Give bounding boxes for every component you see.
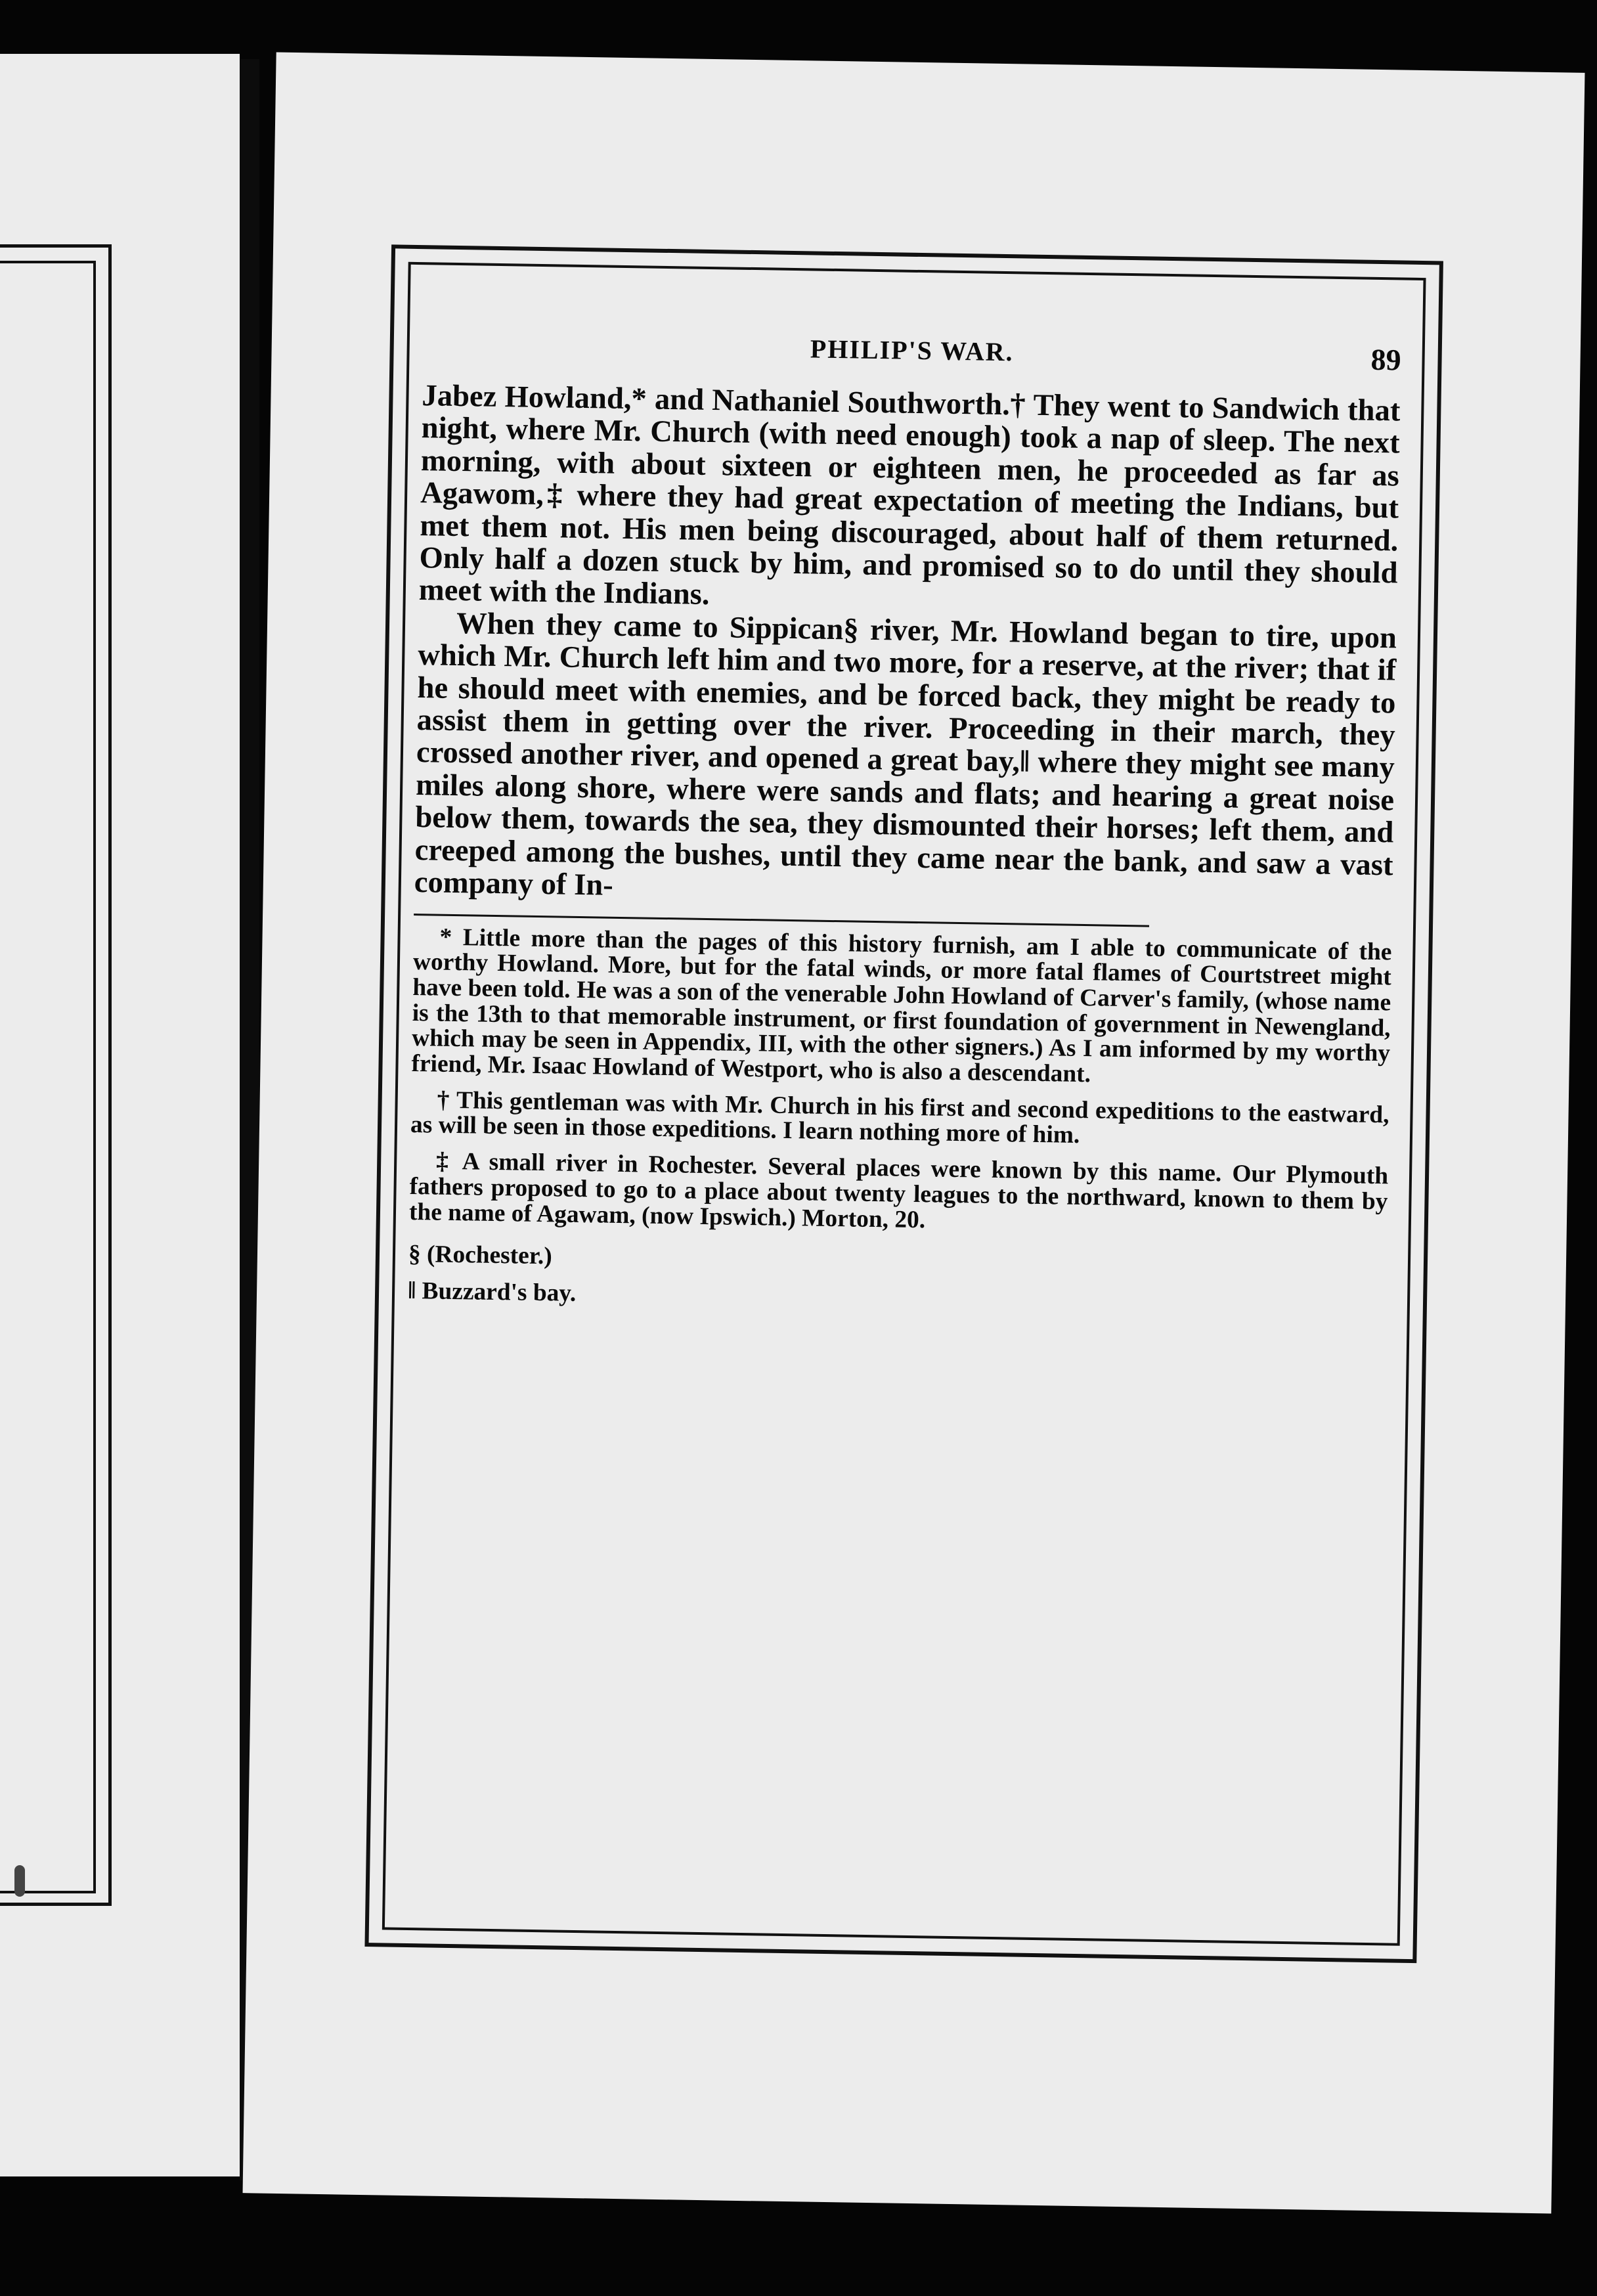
previous-page-frame-outer <box>0 244 112 1906</box>
ink-blot <box>14 1865 25 1897</box>
footnote: ‡ A small river in Rochester. Several places were known by this name. Our Plymouth fathers proposed to go to a place about twenty leagues to the northward, known to them by the name of Agawam, (now Ipswich.) Morton, 20. <box>408 1147 1389 1233</box>
page-number: 89 <box>1370 342 1401 377</box>
book-page <box>243 53 1585 2214</box>
footnote: * Little more than the pages of this history furnish, am I able to communicate of the worthy Howland. More, but for the fatal winds, or more fatal flames of Courtstreet might have been told. He was a son of the venerable John Howland of Carver's family, (whose name is the 13th to that memorable instrument, or first foundation of government in Newengland, which may be seen in Appendix, III, with the other signers.) As I am informed by my worthy friend, Mr. Isaac Howland of Westport, who is also a descendant. <box>411 923 1392 1088</box>
footnote: † This gentleman was with Mr. Church in his first and second expeditions to the eastward, as will be seen in those expeditions. I learn nothing more of him. <box>410 1086 1389 1149</box>
footnote-short: ‖ Buzzard's bay. <box>407 1277 577 1308</box>
page-content <box>408 327 1401 1319</box>
previous-page-edge <box>0 54 240 2176</box>
previous-page-frame-inner <box>0 261 96 1893</box>
body-text <box>414 380 1401 914</box>
body-paragraph: Jabez Howland,* and Nathaniel Southworth.† They went to Sandwich that night, where Mr. Church (with need enough) took a nap of sleep. The next morning, with about sixteen or eighteen men, he proceeded as far as Agawom,‡ where they had great expectation of meeting the Indians, but met them not. His men being discouraged, about half of them returned. Only half a dozen stuck by him, and promised so to do until they should meet with the Indians. <box>418 378 1401 612</box>
footnote-short: § (Rochester.) <box>408 1241 553 1270</box>
body-paragraph: When they came to Sippican§ river, Mr. Howland began to tire, upon which Mr. Church left him and two more, for a reserve, at the river; that if he should meet with enemies, and be forced back, they might be ready to assist them in getting over the river. Proceeding in their march, they crossed another river, and opened a great bay,‖ where they might see many miles along shore, where were sands and flats; and hearing a great noise below them, towards the sea, they dismounted their horses; left them, and creeped among the bushes, until they came near the bank, and saw a vast company of In- <box>414 606 1397 902</box>
running-title: PHILIP'S WAR. <box>810 334 1014 367</box>
footnotes <box>408 924 1392 1319</box>
